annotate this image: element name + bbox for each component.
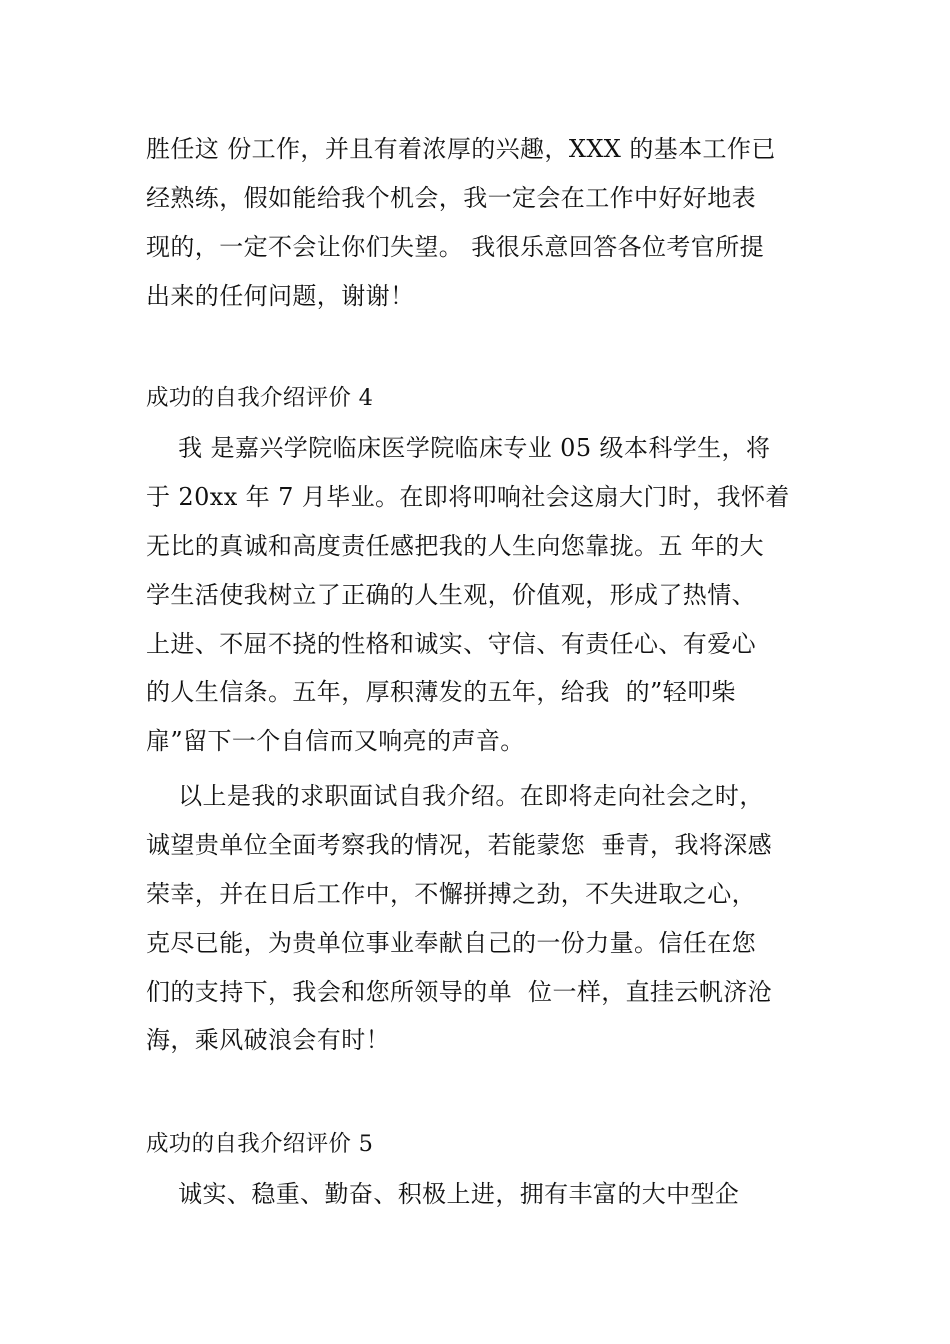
paragraph-line: 诚望贵单位全面考察我的情况，若能蒙您 垂青，我将深感	[146, 830, 773, 859]
section5-paragraph-1	[146, 1170, 814, 1219]
paragraph-line: 胜任这 份工作，并且有着浓厚的兴趣，XXX 的基本工作已	[146, 135, 776, 163]
paragraph-line: 们的支持下，我会和您所领导的单 位一样，直挂云帆济沧	[146, 977, 773, 1006]
paragraph-line: 荣幸，并在日后工作中，不懈拼搏之劲，不失进取之心，	[146, 879, 756, 908]
section-heading-4: 成功的自我介绍评价 4	[146, 385, 374, 411]
paragraph-line: 现的，一定不会让你们失望。 我很乐意回答各位考官所提	[146, 232, 765, 261]
paragraph-line: 无比的真诚和高度责任感把我的人生向您靠拢。五 年的大	[146, 531, 765, 560]
paragraph-line: 海，乘风破浪会有时！	[146, 1026, 390, 1055]
paragraph-line: 扉”留下一个自信而又响亮的声音。	[146, 727, 525, 756]
paragraph-line: 我 是嘉兴学院临床医学院临床专业 05 级本科学生，将	[146, 434, 771, 462]
intro-paragraph	[146, 125, 814, 321]
paragraph-line: 克尽已能，为贵单位事业奉献自己的一份力量。信任在您	[146, 928, 756, 957]
paragraph-line: 上进、不屈不挠的性格和诚实、守信、有责任心、有爱心	[146, 629, 756, 658]
paragraph-line: 出来的任何问题，谢谢！	[146, 281, 415, 310]
section4-paragraph-2	[146, 772, 814, 1065]
paragraph-line: 学生活使我树立了正确的人生观，价值观，形成了热情、	[146, 580, 756, 609]
paragraph-line: 以上是我的求职面试自我介绍。在即将走向社会之时，	[146, 782, 764, 810]
section-heading-5: 成功的自我介绍评价 5	[146, 1131, 374, 1157]
paragraph-line: 诚实、稳重、勤奋、积极上进，拥有丰富的大中型企	[146, 1180, 740, 1208]
paragraph-line: 的人生信条。五年，厚积薄发的五年，给我 的”轻叩柴	[146, 678, 736, 707]
paragraph-line: 经熟练，假如能给我个机会，我一定会在工作中好好地表	[146, 183, 756, 212]
paragraph-line: 于 20xx 年 7 月毕业。在即将叩响社会这扇大门时，我怀着	[146, 482, 790, 511]
section4-paragraph-1	[146, 424, 814, 766]
